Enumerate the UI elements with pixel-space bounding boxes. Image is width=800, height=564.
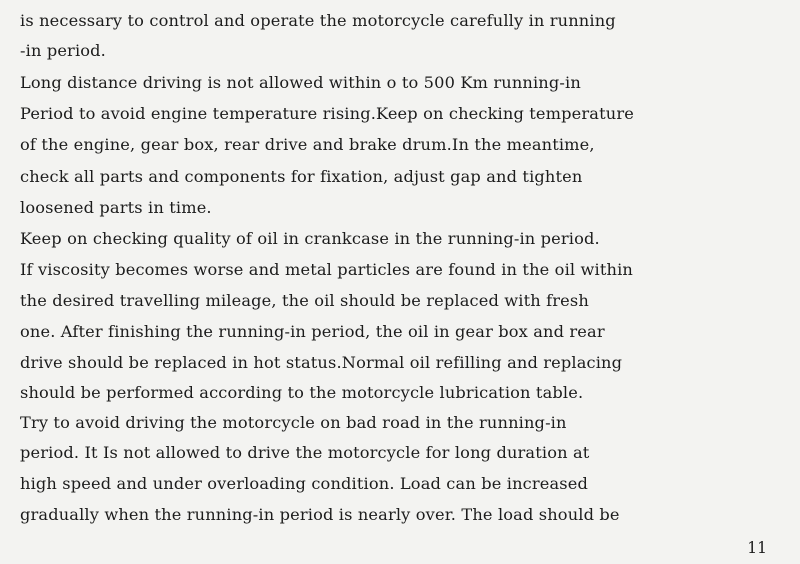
text-line: check all parts and components for fixation, adjust gap and tighten xyxy=(20,167,583,186)
text-line: of the engine, gear box, rear drive and brake drum.In the meantime, xyxy=(20,135,595,154)
text-line: Try to avoid driving the motorcycle on bad road in the running-in xyxy=(20,413,567,432)
text-line: drive should be replaced in hot status.Normal oil refilling and replacing xyxy=(20,353,623,372)
text-line: high speed and under overloading condition. Load can be increased xyxy=(20,474,588,493)
text-line: should be performed according to the motorcycle lubrication table. xyxy=(20,383,584,402)
text-line: loosened parts in time. xyxy=(20,198,212,217)
text-line: Period to avoid engine temperature rising.Keep on checking temperature xyxy=(20,104,634,123)
text-line: gradually when the running-in period is nearly over. The load should be xyxy=(20,505,620,524)
text-line: -in period. xyxy=(20,41,106,60)
text-line: period. It Is not allowed to drive the motorcycle for long duration at xyxy=(20,443,590,462)
text-line: Keep on checking quality of oil in crankcase in the running-in period. xyxy=(20,229,600,248)
text-line: one. After finishing the running-in period, the oil in gear box and rear xyxy=(20,322,605,341)
page-number: 11 xyxy=(747,539,767,557)
text-line: is necessary to control and operate the motorcycle carefully in running xyxy=(20,11,616,30)
text-line: Long distance driving is not allowed within o to 500 Km running-in xyxy=(20,73,581,92)
text-line: If viscosity becomes worse and metal particles are found in the oil within xyxy=(20,260,633,279)
text-line: the desired travelling mileage, the oil should be replaced with fresh xyxy=(20,291,589,310)
